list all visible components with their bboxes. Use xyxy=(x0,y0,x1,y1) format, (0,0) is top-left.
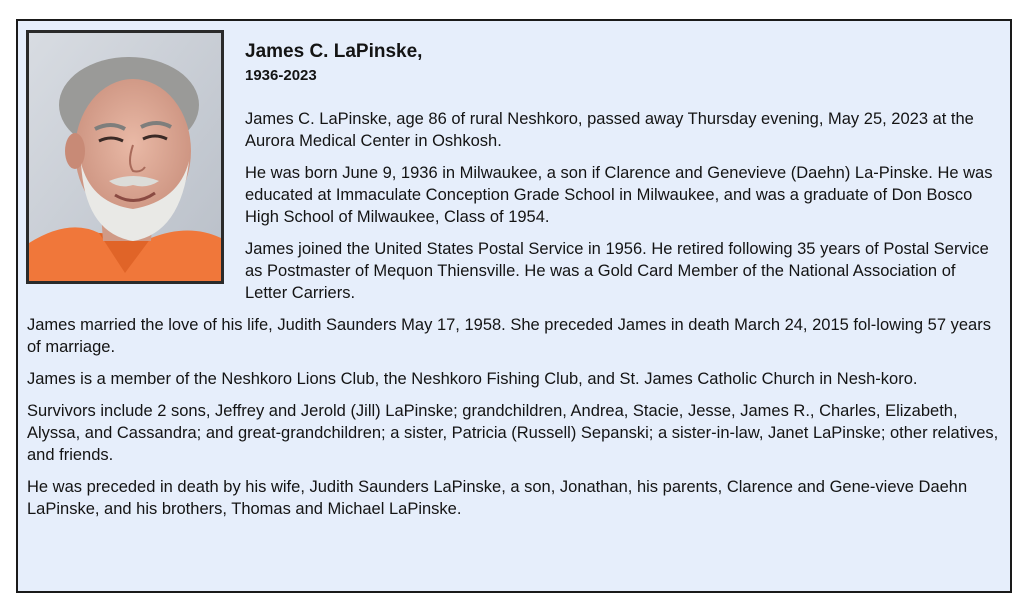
obituary-card xyxy=(16,19,1012,593)
life-years: 1936-2023 xyxy=(245,67,317,84)
obituary-paragraph: James is a member of the Neshkoro Lions Club, the Neshkoro Fishing Club, and St. James Catholic Church in Nesh-koro. xyxy=(27,370,918,388)
obituary-paragraph: James married the love of his life, Judith Saunders May 17, 1958. She preceded James in death March 24, 2015 fol-lowing 57 years of marriage. xyxy=(27,316,991,356)
obituary-paragraph: He was preceded in death by his wife, Judith Saunders LaPinske, a son, Jonathan, his parents, Clarence and Gene-vieve Daehn LaPinske, and his brothers, Thomas and Michael LaPinske. xyxy=(27,478,968,518)
photo-spacer xyxy=(27,37,245,309)
obituary-content xyxy=(27,37,999,530)
obituary-paragraph: James joined the United States Postal Service in 1956. He retired following 35 years of Postal Service as Postmaster of Mequon Thiensville. He was a Gold Card Member of the National Association of Letter Carriers. xyxy=(245,240,989,302)
obituary-paragraph: James C. LaPinske, age 86 of rural Neshkoro, passed away Thursday evening, May 25, 2023 at the Aurora Medical Center in Oshkosh. xyxy=(245,110,974,150)
deceased-name: James C. LaPinske, xyxy=(245,41,423,62)
obituary-paragraph: Survivors include 2 sons, Jeffrey and Jerold (Jill) LaPinske; grandchildren, Andrea, Stacie, Jesse, James R., Charles, Elizabeth, Alyssa, and Cassandra; and great-grandchildren; a sister, Patricia (Russell) Sepanski; a sister-in-law, Janet LaPinske; other relatives, and friends. xyxy=(27,402,999,464)
obituary-paragraph: He was born June 9, 1936 in Milwaukee, a son if Clarence and Genevieve (Daehn) La-Pinske. He was educated at Immaculate Conception Grade School in Milwaukee, and was a graduate of Don Bosco High School of Milwaukee, Class of 1954. xyxy=(245,164,993,226)
